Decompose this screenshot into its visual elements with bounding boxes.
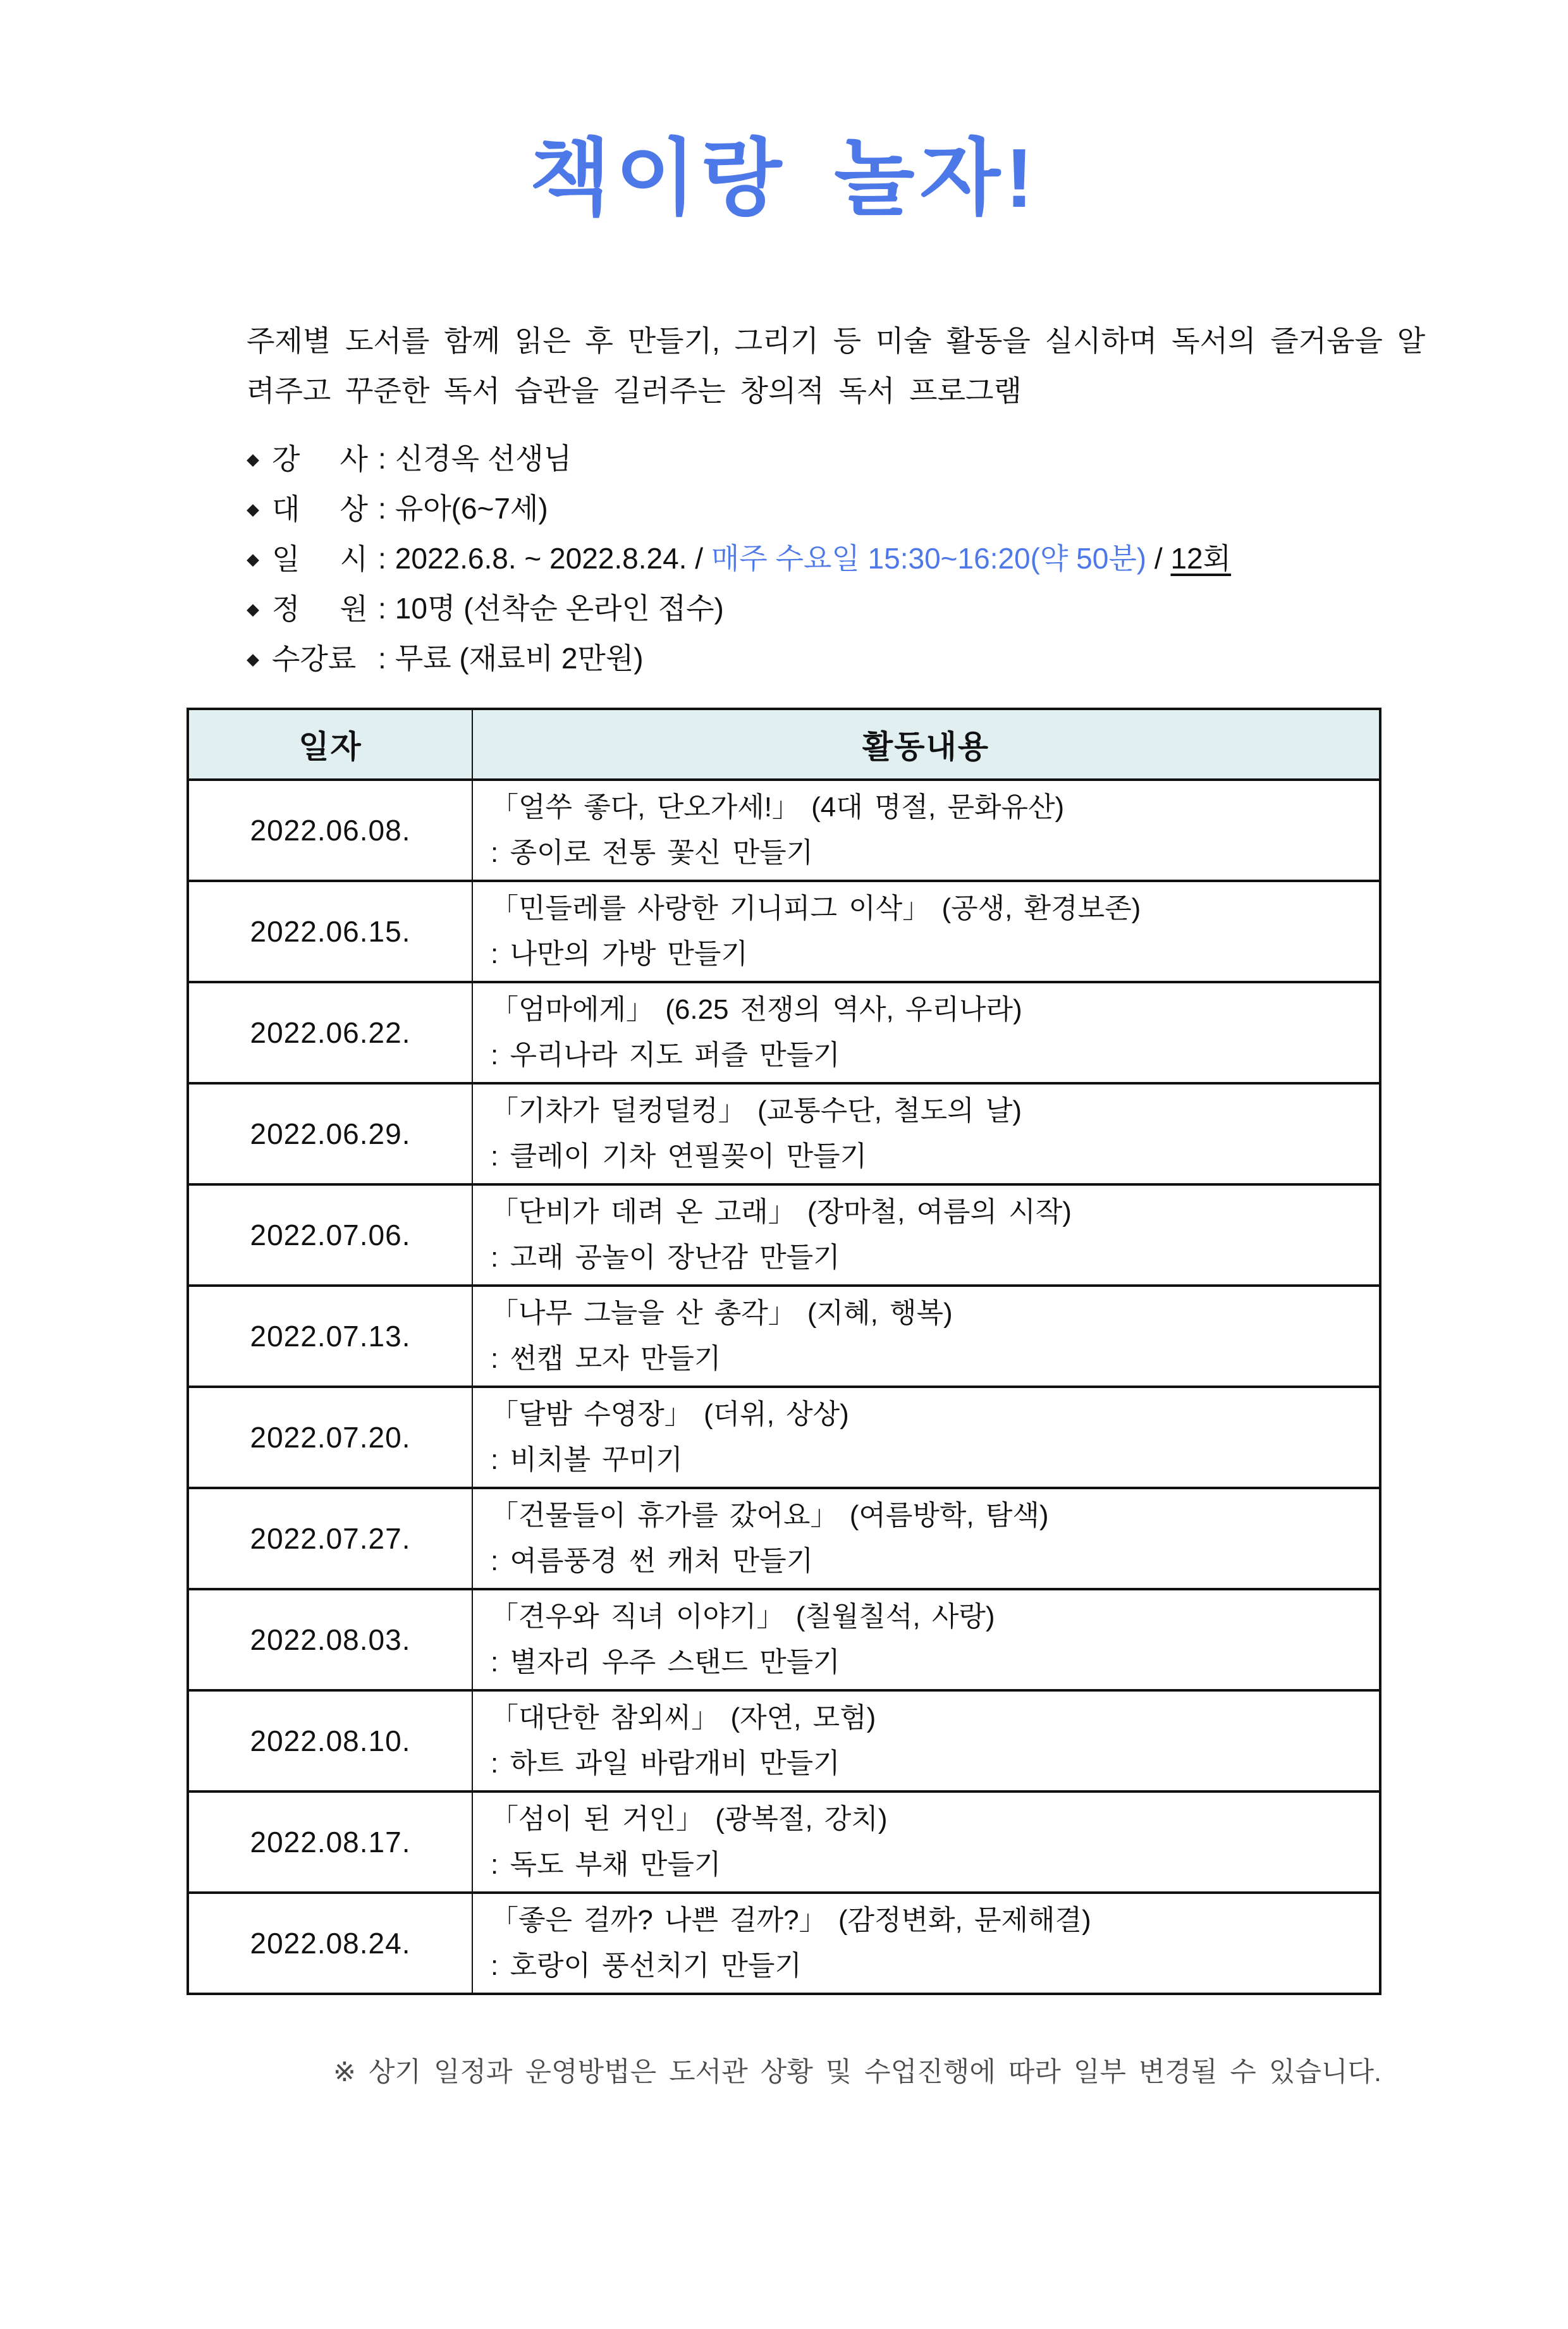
schedule-date: 2022.07.06.	[188, 1184, 472, 1286]
schedule-activity	[472, 1690, 1380, 1791]
document-body	[187, 316, 1432, 2089]
activity-craft-line: : 여름풍경 썬 캐처 만들기	[491, 1545, 814, 1577]
activity-craft-line: : 클레이 기차 연필꽂이 만들기	[491, 1141, 867, 1172]
table-row	[188, 1083, 1380, 1184]
info-value: 유아(6~7세)	[395, 492, 548, 525]
schedule-activity	[472, 1488, 1380, 1589]
schedule-date: 2022.06.29.	[188, 1083, 472, 1184]
table-row	[188, 881, 1380, 982]
schedule-date: 2022.07.27.	[188, 1488, 472, 1589]
diamond-bullet-icon: ◆	[247, 599, 259, 619]
table-row	[188, 1893, 1380, 1994]
table-row	[188, 1286, 1380, 1387]
table-row	[188, 1791, 1380, 1893]
schedule-activity	[472, 1184, 1380, 1286]
schedule-activity	[472, 1589, 1380, 1690]
info-label: 일 시	[272, 543, 368, 576]
info-capacity	[247, 584, 1432, 634]
info-label: 수강료	[272, 642, 357, 676]
table-row	[188, 1488, 1380, 1589]
schedule-separator: /	[1146, 542, 1171, 575]
table-row	[188, 1690, 1380, 1791]
info-target	[247, 484, 1432, 534]
schedule-date: 2022.07.13.	[188, 1286, 472, 1387]
info-value: 무료 (재료비 2만원)	[395, 642, 644, 675]
info-value: 10명 (선착순 온라인 접수)	[395, 592, 724, 625]
schedule-date: 2022.06.22.	[188, 982, 472, 1083]
activity-craft-line: : 썬캡 모자 만들기	[491, 1343, 721, 1375]
program-description: 주제별 도서를 함께 읽은 후 만들기, 그리기 등 미술 활동을 실시하며 독서의 즐거움을 알려주고 꾸준한 독서 습관을 길러주는 창의적 독서 프로그램	[247, 324, 1426, 408]
schedule-activity	[472, 1286, 1380, 1387]
schedule-activity	[472, 1791, 1380, 1893]
schedule-activity	[472, 881, 1380, 982]
activity-book-line: 「대단한 참외씨」 (자연, 모험)	[491, 1702, 876, 1734]
schedule-activity	[472, 780, 1380, 881]
label-colon: :	[378, 592, 386, 625]
schedule-date-range: 2022.6.8. ~ 2022.8.24. /	[395, 542, 711, 575]
info-label: 정 원	[272, 593, 368, 626]
table-row	[188, 1589, 1380, 1690]
table-row	[188, 982, 1380, 1083]
activity-craft-line: : 독도 부채 만들기	[491, 1849, 721, 1881]
label-colon: :	[378, 492, 386, 525]
activity-book-line: 「견우와 직녀 이야기」 (칠월칠석, 사랑)	[491, 1601, 995, 1633]
schedule-date: 2022.08.03.	[188, 1589, 472, 1690]
activity-craft-line: : 하트 과일 바람개비 만들기	[491, 1748, 840, 1779]
activity-book-line: 「얼쑤 좋다, 단오가세!」 (4대 명절, 문화유산)	[491, 792, 1065, 823]
info-schedule	[247, 534, 1432, 584]
schedule-activity	[472, 982, 1380, 1083]
activity-craft-line: : 우리나라 지도 퍼즐 만들기	[491, 1040, 840, 1071]
schedule-date: 2022.08.10.	[188, 1690, 472, 1791]
schedule-date: 2022.08.24.	[188, 1893, 472, 1994]
activity-book-line: 「건물들이 휴가를 갔어요」 (여름방학, 탐색)	[491, 1500, 1049, 1532]
activity-book-line: 「좋은 걸까? 나쁜 걸까?」 (감정변화, 문제해결)	[491, 1905, 1091, 1936]
diamond-bullet-icon: ◆	[247, 649, 259, 669]
schedule-time-highlight: 매주 수요일 15:30~16:20(약 50분)	[711, 542, 1147, 575]
schedule-date: 2022.07.20.	[188, 1387, 472, 1488]
activity-book-line: 「섬이 된 거인」 (광복절, 강치)	[491, 1804, 888, 1835]
label-colon: :	[378, 542, 386, 575]
info-fee	[247, 634, 1432, 684]
info-instructor	[247, 434, 1432, 484]
diamond-bullet-icon: ◆	[247, 550, 259, 569]
schedule-session-count: 12회	[1170, 542, 1232, 575]
schedule-body	[188, 780, 1380, 1994]
diamond-bullet-icon: ◆	[247, 500, 259, 519]
activity-book-line: 「달밤 수영장」 (더위, 상상)	[491, 1399, 849, 1430]
label-colon: :	[378, 642, 386, 675]
activity-craft-line: : 종이로 전통 꽃신 만들기	[491, 837, 814, 869]
info-value: 신경옥 선생님	[395, 442, 572, 476]
table-row	[188, 1184, 1380, 1286]
activity-craft-line: : 고래 공놀이 장난감 만들기	[491, 1242, 840, 1274]
header-row	[188, 709, 1380, 780]
program-info-list	[247, 434, 1432, 684]
schedule-activity	[472, 1893, 1380, 1994]
table-row	[188, 1387, 1380, 1488]
schedule-table	[187, 708, 1381, 1995]
column-header-activity: 활동내용	[472, 709, 1380, 780]
activity-book-line: 「민들레를 사랑한 기니피그 이삭」 (공생, 환경보존)	[491, 893, 1141, 925]
schedule-table-head	[188, 709, 1380, 780]
page-title: 책이랑 놀자!	[529, 132, 1039, 224]
diamond-bullet-icon: ◆	[247, 450, 259, 469]
activity-craft-line: : 호랑이 풍선치기 만들기	[491, 1950, 802, 1982]
schedule-activity	[472, 1083, 1380, 1184]
schedule-date: 2022.06.15.	[188, 881, 472, 982]
footer-note: ※ 상기 일정과 운영방법은 도서관 상황 및 수업진행에 따라 일부 변경될 수 있습니다.	[333, 2057, 1381, 2088]
column-header-date: 일자	[188, 709, 472, 780]
info-label: 대 상	[272, 493, 368, 526]
activity-book-line: 「기차가 덜컹덜컹」 (교통수단, 철도의 날)	[491, 1095, 1022, 1127]
activity-craft-line: : 나만의 가방 만들기	[491, 938, 748, 970]
info-label: 강 사	[272, 443, 368, 476]
activity-book-line: 「단비가 데려 온 고래」 (장마철, 여름의 시작)	[491, 1196, 1072, 1228]
activity-book-line: 「나무 그늘을 산 총각」 (지혜, 행복)	[491, 1298, 953, 1329]
table-row	[188, 780, 1380, 881]
schedule-activity	[472, 1387, 1380, 1488]
schedule-date: 2022.08.17.	[188, 1791, 472, 1893]
schedule-date: 2022.06.08.	[188, 780, 472, 881]
activity-craft-line: : 별자리 우주 스탠드 만들기	[491, 1647, 840, 1678]
activity-book-line: 「엄마에게」 (6.25 전쟁의 역사, 우리나라)	[491, 994, 1022, 1026]
label-colon: :	[378, 442, 386, 476]
activity-craft-line: : 비치볼 꾸미기	[491, 1444, 683, 1476]
